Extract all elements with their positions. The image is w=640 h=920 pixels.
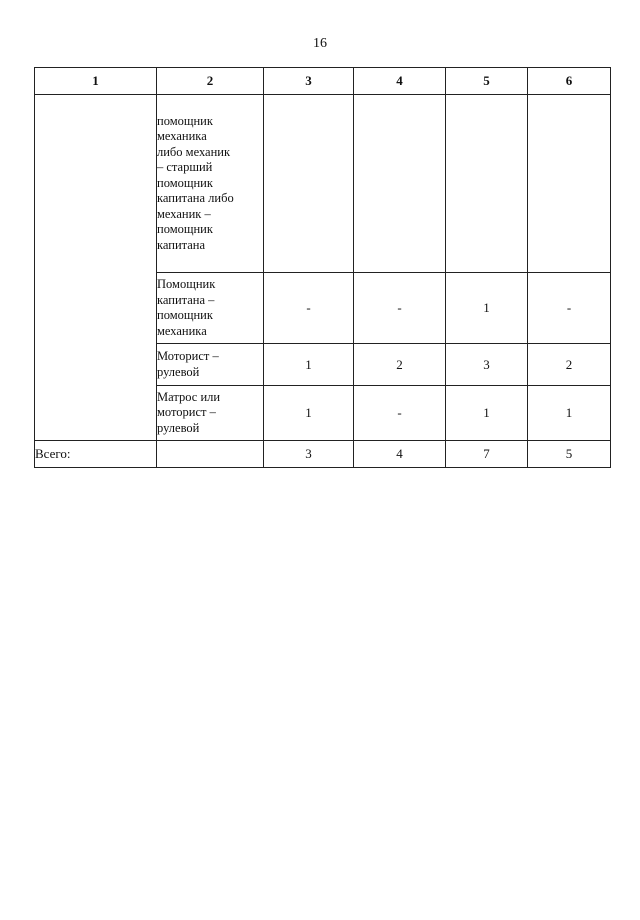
value-cell: 2: [354, 344, 446, 386]
total-value: 4: [354, 441, 446, 468]
total-value: 5: [528, 441, 611, 468]
value-cell: [528, 95, 611, 273]
role-cell: [157, 344, 264, 386]
value-cell: 1: [528, 386, 611, 441]
column-header: 1: [35, 68, 157, 95]
value-cell: 2: [528, 344, 611, 386]
column-header: 2: [157, 68, 264, 95]
table-cell: [35, 95, 157, 441]
role-text: Помощник капитана – помощник механика: [157, 277, 216, 338]
column-header: 6: [528, 68, 611, 95]
value-cell: 1: [264, 344, 354, 386]
total-value: 7: [446, 441, 528, 468]
role-text: помощник механика либо механик – старший помощник капитана либо механик – помощник капитана: [157, 113, 234, 252]
column-header: 5: [446, 68, 528, 95]
role-text: Матрос или моторист – рулевой: [157, 389, 221, 435]
role-text: Моторист – рулевой: [157, 349, 219, 379]
value-cell: -: [354, 273, 446, 344]
value-cell: 1: [264, 386, 354, 441]
column-header: 3: [264, 68, 354, 95]
table-row: [35, 95, 611, 273]
table-cell: [157, 441, 264, 468]
value-cell: 1: [446, 273, 528, 344]
value-cell: -: [264, 273, 354, 344]
value-cell: [446, 95, 528, 273]
total-row: [35, 441, 611, 468]
table-header-row: [35, 68, 611, 95]
role-cell: [157, 386, 264, 441]
value-cell: 1: [446, 386, 528, 441]
value-cell: -: [354, 386, 446, 441]
total-value: 3: [264, 441, 354, 468]
role-cell: [157, 273, 264, 344]
page-number: 16: [313, 36, 327, 51]
column-header: 4: [354, 68, 446, 95]
value-cell: [354, 95, 446, 273]
value-cell: [264, 95, 354, 273]
role-cell: [157, 95, 264, 273]
total-label: Всего:: [35, 441, 157, 468]
value-cell: 3: [446, 344, 528, 386]
value-cell: -: [528, 273, 611, 344]
staffing-table: [34, 67, 611, 468]
